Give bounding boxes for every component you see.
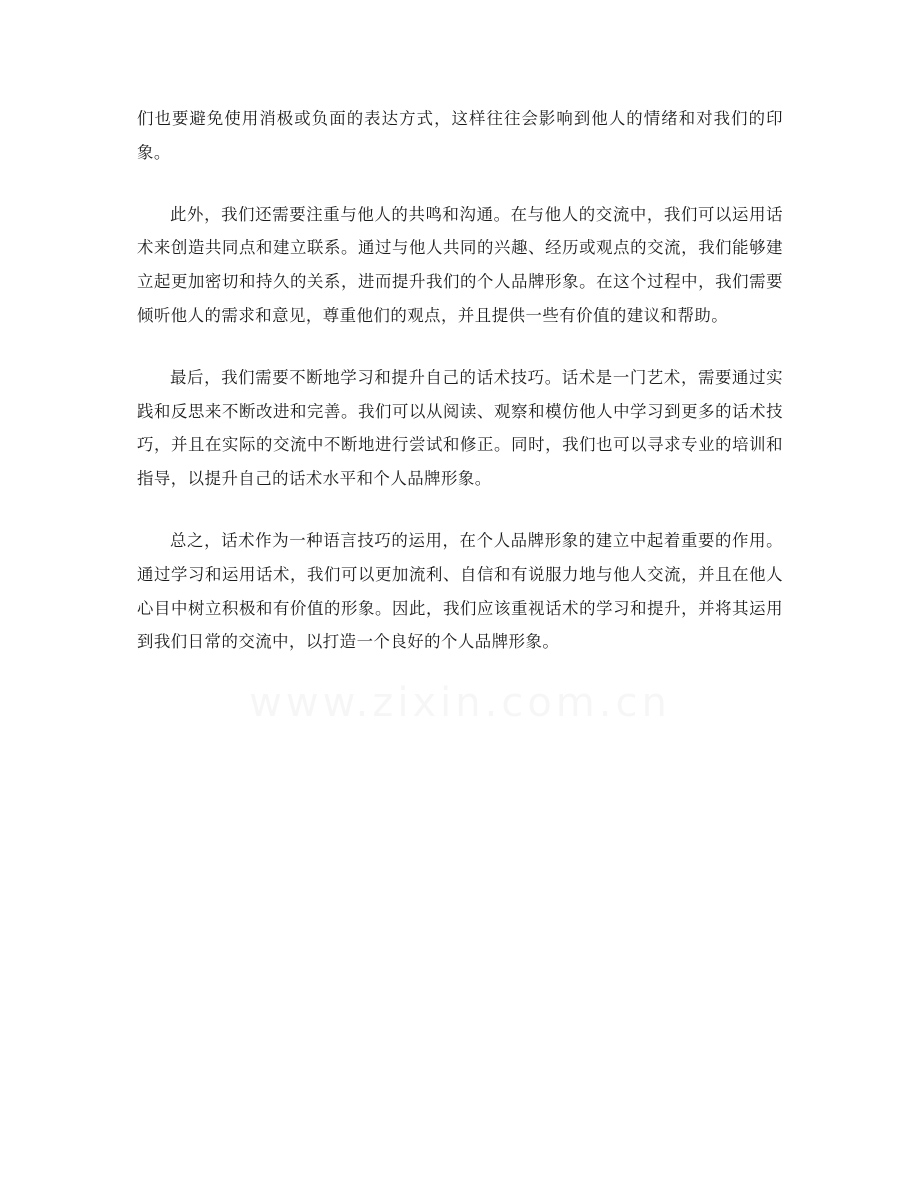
document-body <box>137 102 783 687</box>
paragraph-3: 最后，我们需要不断地学习和提升自己的话术技巧。话术是一门艺术，需要通过实践和反思来不断改进和完善。我们可以从阅读、观察和模仿他人中学习到更多的话术技巧，并且在实际的交流中不断地进行尝试和修正。同时，我们也可以寻求专业的培训和指导，以提升自己的话术水平和个人品牌形象。 <box>137 367 783 489</box>
paragraph-4: 总之，话术作为一种语言技巧的运用，在个人品牌形象的建立中起着重要的作用。通过学习和运用话术，我们可以更加流利、自信和有说服力地与他人交流，并且在他人心目中树立积极和有价值的形象。因此，我们应该重视话术的学习和提升，并将其运用到我们日常的交流中，以打造一个良好的个人品牌形象。 <box>137 530 783 652</box>
paragraph-1: 们也要避免使用消极或负面的表达方式，这样往往会影响到他人的情绪和对我们的印象。 <box>137 109 783 162</box>
watermark <box>0 680 920 726</box>
paragraph-2: 此外，我们还需要注重与他人的共鸣和沟通。在与他人的交流中，我们可以运用话术来创造共同点和建立联系。通过与他人共同的兴趣、经历或观点的交流，我们能够建立起更加密切和持久的关系，进而提升我们的个人品牌形象。在这个过程中，我们需要倾听他人的需求和意见，尊重他们的观点，并且提供一些有价值的建议和帮助。 <box>137 204 783 325</box>
